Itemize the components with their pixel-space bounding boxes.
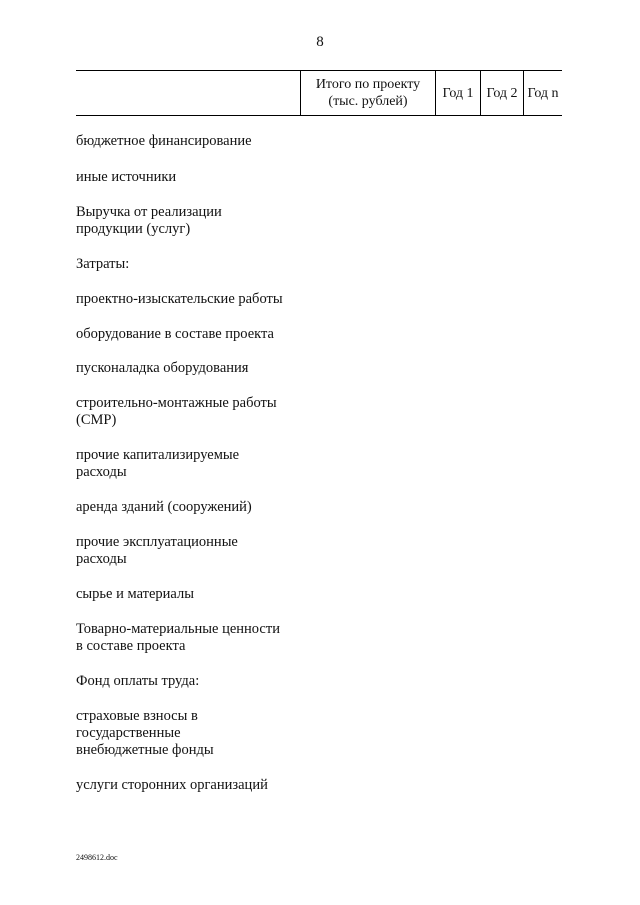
row-inventory-values: Товарно-материальные ценности в составе проекта bbox=[76, 621, 280, 654]
row-other-sources: иные источники bbox=[76, 169, 177, 185]
row-construction-works: строительно-монтажные работы (СМР) bbox=[76, 395, 277, 428]
header-year-2 bbox=[480, 71, 523, 115]
header-year-n bbox=[523, 71, 562, 115]
header-year-2-label: Год 2 bbox=[486, 85, 518, 101]
header-total-by-project bbox=[300, 71, 435, 115]
header-year-n-label: Год n bbox=[527, 85, 559, 101]
row-insurance-contributions: страховые взносы в государственные внебюджетные фонды bbox=[76, 708, 214, 758]
table-header bbox=[76, 70, 562, 116]
row-payroll-fund: Фонд оплаты труда: bbox=[76, 673, 200, 689]
page-number: 8 bbox=[316, 34, 324, 50]
document-filename: 2498612.doc bbox=[76, 853, 118, 862]
header-total-label: Итого по проекту (тыс. рублей) bbox=[315, 77, 421, 109]
row-budget-financing: бюджетное финансирование bbox=[76, 133, 252, 149]
row-design-survey-works: проектно-изыскательские работы bbox=[76, 291, 283, 307]
row-other-capitalized-costs: прочие капитализируемые расходы bbox=[76, 447, 240, 480]
row-costs-heading: Затраты: bbox=[76, 256, 130, 272]
row-third-party-services: услуги сторонних организаций bbox=[76, 777, 268, 793]
header-year-1-label: Год 1 bbox=[442, 85, 474, 101]
row-raw-materials: сырье и материалы bbox=[76, 586, 194, 602]
header-year-1 bbox=[435, 71, 480, 115]
row-building-rent: аренда зданий (сооружений) bbox=[76, 499, 252, 515]
row-other-operating-costs: прочие эксплуатационные расходы bbox=[76, 534, 238, 567]
row-commissioning: пусконаладка оборудования bbox=[76, 360, 249, 376]
row-equipment: оборудование в составе проекта bbox=[76, 326, 274, 342]
row-sales-revenue: Выручка от реализации продукции (услуг) bbox=[76, 204, 222, 237]
